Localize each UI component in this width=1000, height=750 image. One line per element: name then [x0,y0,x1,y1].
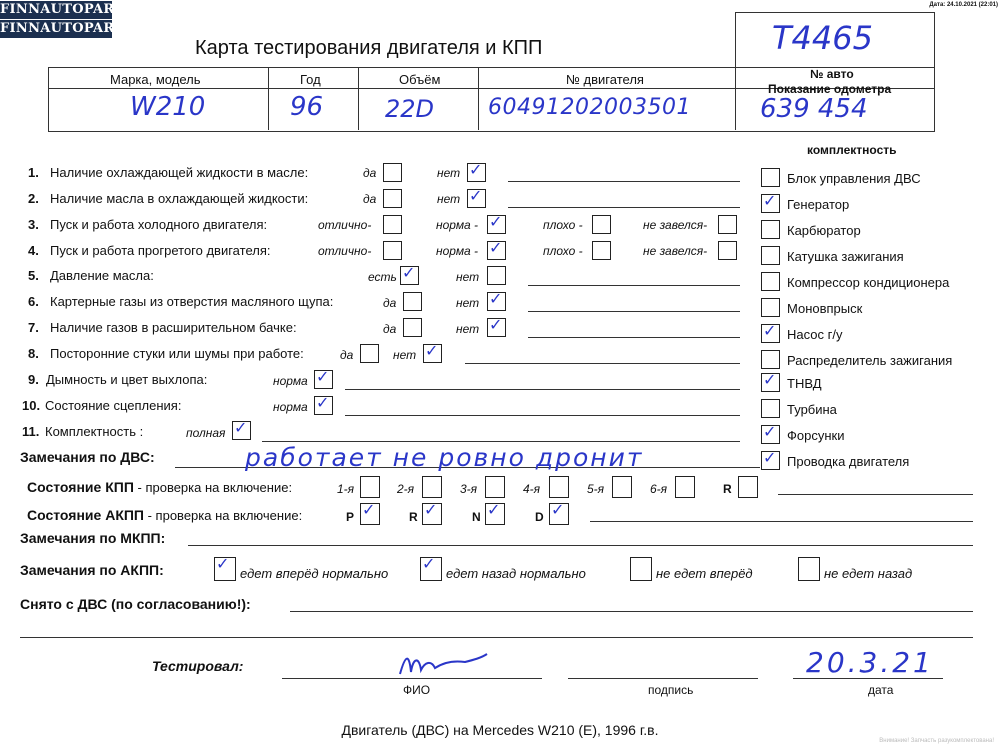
q3-opt-normal: норма - [436,218,479,232]
removed-label: Снято с ДВС (по согласованию!): [20,596,251,612]
q4-text: Пуск и работа прогретого двигателя: [50,243,271,258]
complete-distributor-checkbox[interactable] [761,350,780,369]
q3-opt-excellent: отлично- [318,218,372,232]
kpp-gear-2-checkbox[interactable] [422,476,442,498]
logo-bottom: FINNAUTOPARTS [0,21,134,36]
q6-no-checkbox[interactable] [487,289,506,311]
check-mark: ✓ [469,186,483,205]
q8-opt-yes: да [340,348,354,362]
signature-scribble [395,650,490,678]
check-mark: ✓ [489,212,503,231]
complete-carburetor-label: Карбюратор [787,223,861,238]
complete-generator-checkbox[interactable] [761,191,780,213]
kpp-gear-6-label: 6-я [650,482,668,496]
q5-opt-yes: есть [368,270,397,284]
q6-notes-line [528,311,740,312]
akpp-forward-normal-label: едет вперёд нормально [240,566,389,581]
removed-line-2 [20,637,973,638]
complete-ps-pump-label: Насос г/у [787,327,843,342]
q7-notes-line [528,337,740,338]
kpp-gear-4-checkbox[interactable] [549,476,569,498]
q7-opt-yes: да [383,322,397,336]
engine-remarks-value: работает не ровно дронит [245,443,644,472]
kpp-gear-5-label: 5-я [587,482,605,496]
q7-yes-checkbox[interactable] [403,318,422,337]
q3-excellent-checkbox[interactable] [383,215,402,234]
kpp-gear-4-label: 4-я [523,482,541,496]
q2-opt-no: нет [437,192,461,206]
date-label: дата [868,683,894,697]
q5-no-checkbox[interactable] [487,266,506,285]
akpp-gear-p-checkbox[interactable] [360,500,380,525]
q9-normal-checkbox[interactable] [314,367,333,389]
check-mark: ✓ [763,422,777,441]
q4-normal-checkbox[interactable] [487,238,506,260]
q4-opt-excellent: отлично- [318,244,372,258]
year-value: 96 [290,92,324,122]
kpp-gear-1-label: 1-я [337,482,355,496]
q6-opt-no: нет [456,296,480,310]
akpp-backward-normal-label: едет назад нормально [446,566,586,581]
completeness-title: комплектность [807,143,897,157]
year-label: Год [300,72,321,87]
q2-yes-checkbox[interactable] [383,189,402,208]
q5-text: Давление масла: [50,268,154,283]
q2-text: Наличие масла в охлаждающей жидкости: [50,191,309,206]
complete-wiring-checkbox[interactable] [761,448,780,470]
q5-yes-checkbox[interactable] [400,263,419,285]
signature-label: подпись [648,683,694,697]
mkpp-remarks-label: Замечания по МКПП: [20,530,166,546]
q10-opt-normal: норма [273,400,308,414]
akpp-row-label [27,507,302,523]
col-sep-2 [358,67,359,130]
kpp-gear-3-checkbox[interactable] [485,476,505,498]
q7-num: 7. [28,320,39,335]
check-mark: ✓ [487,500,501,519]
logo-top: FINNAUTOPARTS [0,2,134,17]
q2-num: 2. [28,191,39,206]
q7-text: Наличие газов в расширительном бачке: [50,320,297,335]
mkpp-remarks-line [188,545,973,546]
q5-notes-line [528,285,740,286]
q1-yes-checkbox[interactable] [383,163,402,182]
check-mark: ✓ [402,263,416,282]
check-mark: ✓ [469,160,483,179]
complete-monoinjection-checkbox[interactable] [761,298,780,317]
auto-label: № авто [810,67,854,81]
q11-notes-line [262,441,740,442]
q7-no-checkbox[interactable] [487,315,506,337]
check-mark: ✓ [362,500,376,519]
kpp-gear-1-checkbox[interactable] [360,476,380,498]
kpp-gear-r-checkbox[interactable] [738,476,758,498]
akpp-gear-n-label: N [472,510,481,524]
akpp-gear-d-checkbox[interactable] [549,500,569,525]
complete-injectors-checkbox[interactable] [761,422,780,444]
akpp-gear-p-label: P [346,510,355,524]
akpp-gear-r-checkbox[interactable] [422,500,442,525]
q6-text: Картерные газы из отверстия масляного щупа: [50,294,334,309]
check-mark: ✓ [763,448,777,467]
q3-text: Пуск и работа холодного двигателя: [50,217,268,232]
complete-wiring-label: Проводка двигателя [787,454,910,469]
check-mark: ✓ [425,341,439,360]
complete-distributor-label: Распределитель зажигания [787,353,953,368]
volume-label: Объём [399,72,441,87]
q9-notes-line [345,389,740,390]
col-sep-1 [268,67,269,130]
q6-num: 6. [28,294,39,309]
q10-text: Состояние сцепления: [45,398,182,413]
q3-opt-nostart: не завелся- [643,218,708,232]
akpp-no-forward-label: не едет вперёд [656,566,753,581]
kpp-gear-r-label: R [723,482,732,496]
kpp-row-label [27,479,292,495]
engine-value: 60491202003501 [488,95,691,120]
q3-opt-bad: плохо - [543,218,583,232]
complete-ac-compressor-label: Компрессор кондиционера [787,275,950,290]
complete-ecu-checkbox[interactable] [761,168,780,187]
q8-notes-line [465,363,740,364]
engine-remarks-label: Замечания по ДВС: [20,449,155,465]
q10-num: 10. [22,398,41,413]
complete-generator-label: Генератор [787,197,850,212]
akpp-notes-line [590,521,973,522]
complete-injection-pump-label: ТНВД [787,376,822,391]
kpp-gear-6-checkbox[interactable] [675,476,695,498]
kpp-label: Состояние КПП [27,479,134,495]
q4-opt-bad: плохо - [543,244,583,258]
complete-ignition-coil-label: Катушка зажигания [787,249,904,264]
engine-label: № двигателя [566,72,644,87]
q3-normal-checkbox[interactable] [487,212,506,234]
q1-opt-no: нет [437,166,461,180]
check-mark: ✓ [489,315,503,334]
q2-notes-line [508,207,740,208]
q1-notes-line [508,181,740,182]
q1-opt-yes: да [363,166,377,180]
kpp-gear-5-checkbox[interactable] [612,476,632,498]
q9-opt-normal: норма [273,374,308,388]
akpp-gear-n-checkbox[interactable] [485,500,505,525]
akpp-backward-normal-checkbox[interactable] [420,554,442,581]
q11-full-checkbox[interactable] [232,418,251,440]
q5-num: 5. [28,268,39,283]
complete-turbo-checkbox[interactable] [761,399,780,418]
check-mark: ✓ [489,289,503,308]
q1-num: 1. [28,165,39,180]
q10-notes-line [345,415,740,416]
q4-opt-normal: норма - [436,244,479,258]
check-mark: ✓ [424,500,438,519]
kpp-notes-line [778,494,973,495]
volume-value: 22D [385,95,435,123]
tested-label: Тестировал: [152,658,244,674]
check-mark: ✓ [316,367,330,386]
akpp-no-backward-checkbox[interactable] [798,557,820,581]
q4-num: 4. [28,243,39,258]
complete-ps-pump-checkbox[interactable] [761,321,780,343]
q8-opt-no: нет [393,348,417,362]
kpp-gear-2-label: 2-я [397,482,415,496]
check-mark: ✓ [489,238,503,257]
q3-bad-checkbox[interactable] [592,215,611,234]
make-value: W210 [130,92,206,122]
q8-text: Посторонние стуки или шумы при работе: [50,346,304,361]
q3-nostart-checkbox[interactable] [718,215,737,234]
auto-number-box [735,12,935,68]
akpp-no-forward-checkbox[interactable] [630,557,652,581]
q4-excellent-checkbox[interactable] [383,241,402,260]
q7-opt-no: нет [456,322,480,336]
signature-line [568,678,758,679]
q10-normal-checkbox[interactable] [314,393,333,415]
complete-ac-compressor-checkbox[interactable] [761,272,780,291]
watermark: Внимание! Запчасть разукомплектована! [879,738,994,744]
q9-text: Дымность и цвет выхлопа: [46,372,208,387]
complete-monoinjection-label: Моновпрыск [787,301,863,316]
fio-line [282,678,542,679]
q8-yes-checkbox[interactable] [360,344,379,363]
q1-text: Наличие охлаждающей жидкости в масле: [50,165,309,180]
removed-line [290,611,973,612]
odometer-label: Показание одометра [768,82,892,96]
q11-text: Комплектность : [45,424,144,439]
auto-number-value: Т4465 [772,19,873,57]
q8-no-checkbox[interactable] [423,341,442,363]
q3-num: 3. [28,217,39,232]
check-mark: ✓ [316,393,330,412]
photo-caption: Двигатель (ДВС) на Mercedes W210 (E), 1996 г.в. [341,722,659,738]
akpp-suffix: - проверка на включение: [144,508,303,523]
q11-num: 11. [22,424,40,439]
q4-bad-checkbox[interactable] [592,241,611,260]
col-sep-4 [735,67,736,130]
check-mark: ✓ [763,370,777,389]
q5-opt-no: нет [456,270,480,284]
akpp-gear-r-label: R [409,510,418,524]
q6-opt-yes: да [383,296,397,310]
check-mark: ✓ [763,321,777,340]
check-mark: ✓ [551,500,565,519]
akpp-label: Состояние АКПП [27,507,144,523]
fio-label: ФИО [403,683,431,697]
check-mark: ✓ [422,554,436,573]
q2-no-checkbox[interactable] [467,186,486,208]
odometer-value: 639 454 [760,94,868,124]
q1-no-checkbox[interactable] [467,160,486,182]
akpp-no-backward-label: не едет назад [824,566,913,581]
check-mark: ✓ [763,191,777,210]
q6-yes-checkbox[interactable] [403,292,422,311]
akpp-gear-d-label: D [535,510,544,524]
complete-ecu-label: Блок управления ДВС [787,171,921,186]
q4-opt-nostart: не завелся- [643,244,708,258]
akpp-forward-normal-checkbox[interactable] [214,554,236,581]
q11-opt-full: полная [186,426,226,440]
complete-injection-pump-checkbox[interactable] [761,370,780,392]
form-title: Карта тестирования двигателя и КПП [195,37,543,59]
document-date: Дата: 24.10.2021 (22:01) [929,2,998,8]
check-mark: ✓ [216,554,230,573]
col-sep-3 [478,67,479,130]
check-mark: ✓ [234,418,248,437]
complete-injectors-label: Форсунки [787,428,845,443]
q4-nostart-checkbox[interactable] [718,241,737,260]
complete-ignition-coil-checkbox[interactable] [761,246,780,265]
complete-turbo-label: Турбина [787,402,837,417]
kpp-gear-3-label: 3-я [460,482,478,496]
make-label: Марка, модель [110,72,201,87]
q8-num: 8. [28,346,39,361]
q9-num: 9. [28,372,39,387]
q2-opt-yes: да [363,192,377,206]
akpp-remarks-label: Замечания по АКПП: [20,562,164,578]
complete-carburetor-checkbox[interactable] [761,220,780,239]
kpp-suffix: - проверка на включение: [133,480,293,495]
date-value: 20.3.21 [806,646,934,679]
